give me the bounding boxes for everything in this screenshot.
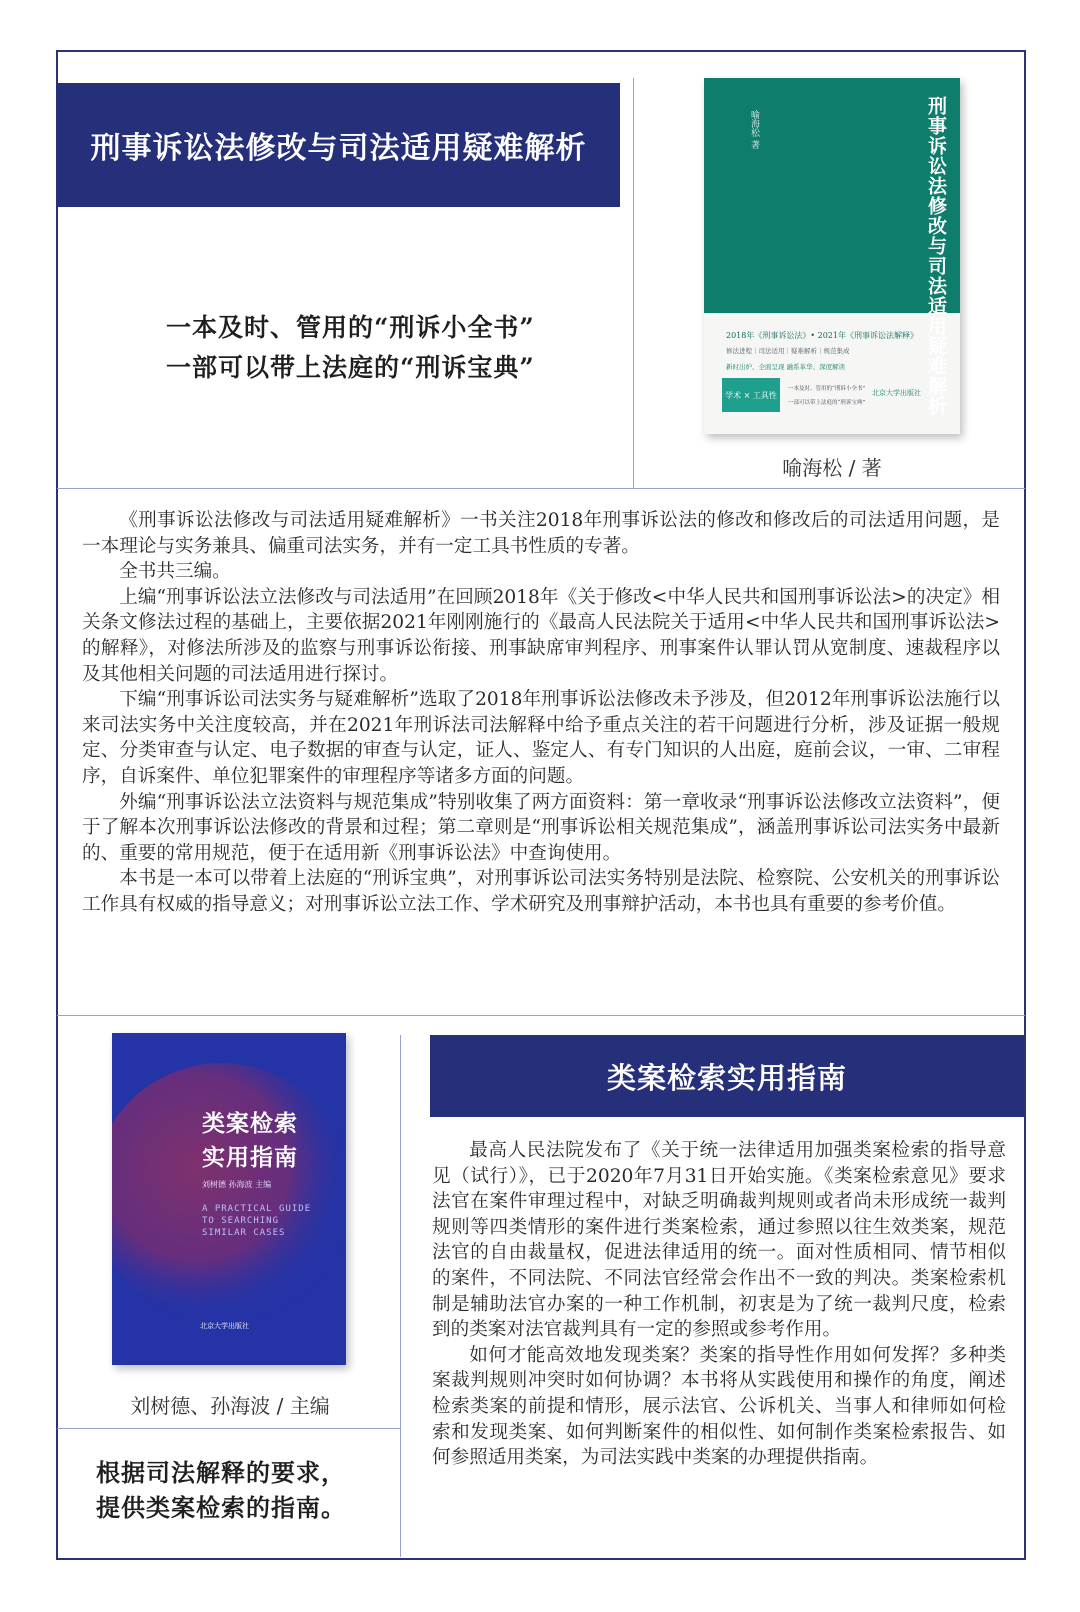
- divider-horizontal-2: [57, 1015, 1025, 1016]
- book2-description: [432, 1138, 1006, 1471]
- book1-cover-publisher: 北京大学出版社: [872, 389, 921, 397]
- book2-section-title: 类案检索实用指南: [606, 1060, 847, 1095]
- book1-description: [82, 508, 1000, 918]
- book1-tagline-line2: 一部可以带上法庭的“刑诉宝典”: [166, 353, 535, 382]
- book1-tagline-line1: 一本及时、管用的“刑诉小全书”: [166, 313, 535, 342]
- book2-cover: [112, 1033, 346, 1365]
- book2-cover-title: [202, 1107, 298, 1175]
- book2-cover-english: A PRACTICAL GUIDE TO SEARCHING SIMILAR CASES: [202, 1204, 312, 1238]
- book1-title-bar: [57, 83, 620, 207]
- book1-desc-p3: 上编“刑事诉讼法立法修改与司法适用”在回顾2018年《关于修改<中华人民共和国刑事诉讼法>的决定》相关条文修法过程的基础上，主要依据2021年刚刚施行的《最高人民法院关于适用<中华人民共和国刑事诉讼法>的解释》，对修法所涉及的监察与刑事诉讼衔接、刑事缺席审判程序、刑事案件认罪认罚从宽制度、速裁程序以及其他相关问题的司法适用进行探讨。: [82, 586, 1000, 685]
- book2-caption: 刘树德、孙海波 / 主编: [130, 1394, 330, 1418]
- book1-cover-title: 刑事诉讼法修改与司法适用疑难解析: [925, 96, 947, 416]
- divider-vertical-top: [633, 78, 634, 488]
- book2-desc-p2: 如何才能高效地发现类案？类案的指导性作用如何发挥？多种类案裁判规则冲突时如何协调？本书将从实践使用和操作的角度，阐述检索类案的前提和情形，展示法官、公诉机关、当事人和律师如何检索和发现类案、如何判断案件的相似性、如何制作类案检索报告、如何参照适用类案，为司法实践中类案的办理提供指南。: [432, 1344, 1006, 1469]
- book1-cover-author: 喻海松 著: [749, 110, 759, 149]
- book1-desc-p4: 下编“刑事诉讼司法实务与疑难解析”选取了2018年刑事诉讼法修改未予涉及，但2012年刑事诉讼法施行以来司法实务中关注度较高，并在2021年刑诉法司法解释中给予重点关注的若干问题进行分析，涉及证据一般规定、分类审查与认定、电子数据的审查与认定，证人、鉴定人、有专门知识的人出庭，庭前会议，一审、二审程序，自诉案件、单位犯罪案件的审理程序等诸多方面的问题。: [82, 689, 1000, 787]
- book1-cover-subtitle-1: 2018年《刑事诉讼法》• 2021年《刑事诉讼法解释》: [726, 331, 918, 340]
- book2-cover-editors: 刘树德 孙海波 主编: [202, 1180, 272, 1189]
- book2-title-bar: [430, 1035, 1024, 1117]
- book2-tagline-line1: 根据司法解释的要求，: [96, 1458, 346, 1487]
- book1-cover-subtitle-3: 新时出炉、全面呈现 融系革华、深度解读: [726, 363, 846, 371]
- book1-desc-p5: 外编“刑事诉讼法立法资料与规范集成”特别收集了两方面资料：第一章收录“刑事诉讼法修改立法资料”，便于了解本次刑事诉讼法修改的背景和过程；第二章则是“刑事诉讼相关规范集成”，涵盖刑事诉讼司法实务中最新的、重要的常用规范，便于在适用新《刑事诉讼法》中查询使用。: [82, 791, 1000, 864]
- divider-horizontal-3: [57, 1428, 400, 1429]
- book2-cover-publisher: 北京大学出版社: [200, 1322, 249, 1330]
- divider-horizontal-1: [57, 488, 1025, 489]
- book1-desc-p2: 全书共三编。: [119, 561, 231, 583]
- book2-cover-title-line2: 实用指南: [202, 1145, 298, 1171]
- book2-desc-p1: 最高人民法院发布了《关于统一法律适用加强类案检索的指导意见（试行）》，已于2020年7月31日开始实施。《类案检索意见》要求法官在案件审理过程中，对缺乏明确裁判规则或者尚未形成统一裁判规则等四类情形的案件进行类案检索，通过参照以往生效类案，规范法官的自由裁量权，促进法律适用的统一。面对性质相同、情节相似的案件，不同法院、不同法官经常会作出不一致的判决。类案检索机制是辅助法官办案的一种工作机制，初衷是为了统一裁判尺度，检索到的类案对法官裁判具有一定的参照或参考作用。: [432, 1140, 1006, 1341]
- book1-cover-badge: 学术 × 工具性: [722, 378, 780, 412]
- book1-caption: 喻海松 / 著: [782, 456, 882, 480]
- book2-tagline-line2: 提供类案检索的指南。: [96, 1493, 346, 1522]
- book1-desc-p1: 《刑事诉讼法修改与司法适用疑难解析》一书关注2018年刑事诉讼法的修改和修改后的司法适用问题，是一本理论与实务兼具、偏重司法实务，并有一定工具书性质的专著。: [82, 510, 1000, 557]
- divider-vertical-bottom: [400, 1035, 401, 1557]
- book1-section-title: 刑事诉讼法修改与司法适用疑难解析: [90, 131, 587, 166]
- book1-cover-small-1: 一本及时、管用的“刑诉小全书”: [788, 386, 866, 392]
- book1-cover-subtitle-2: 修法进程｜司法适用｜疑难解析｜规范集成: [726, 347, 850, 355]
- book1-cover-small-2: 一部可以带上法庭的“刑诉宝典”: [788, 400, 866, 406]
- book1-desc-p6: 本书是一本可以带着上法庭的“刑诉宝典”，对刑事诉讼司法实务特别是法院、检察院、公安机关的刑事诉讼工作具有权威的指导意义；对刑事诉讼立法工作、学术研究及刑事辩护活动，本书也具有重要的参考价值。: [82, 868, 1000, 915]
- book2-tagline: [96, 1455, 346, 1525]
- book1-tagline: [166, 308, 535, 388]
- book2-dot-globe: [112, 1033, 346, 1365]
- book2-cover-title-line1: 类案检索: [202, 1111, 298, 1137]
- book1-cover: [704, 78, 960, 434]
